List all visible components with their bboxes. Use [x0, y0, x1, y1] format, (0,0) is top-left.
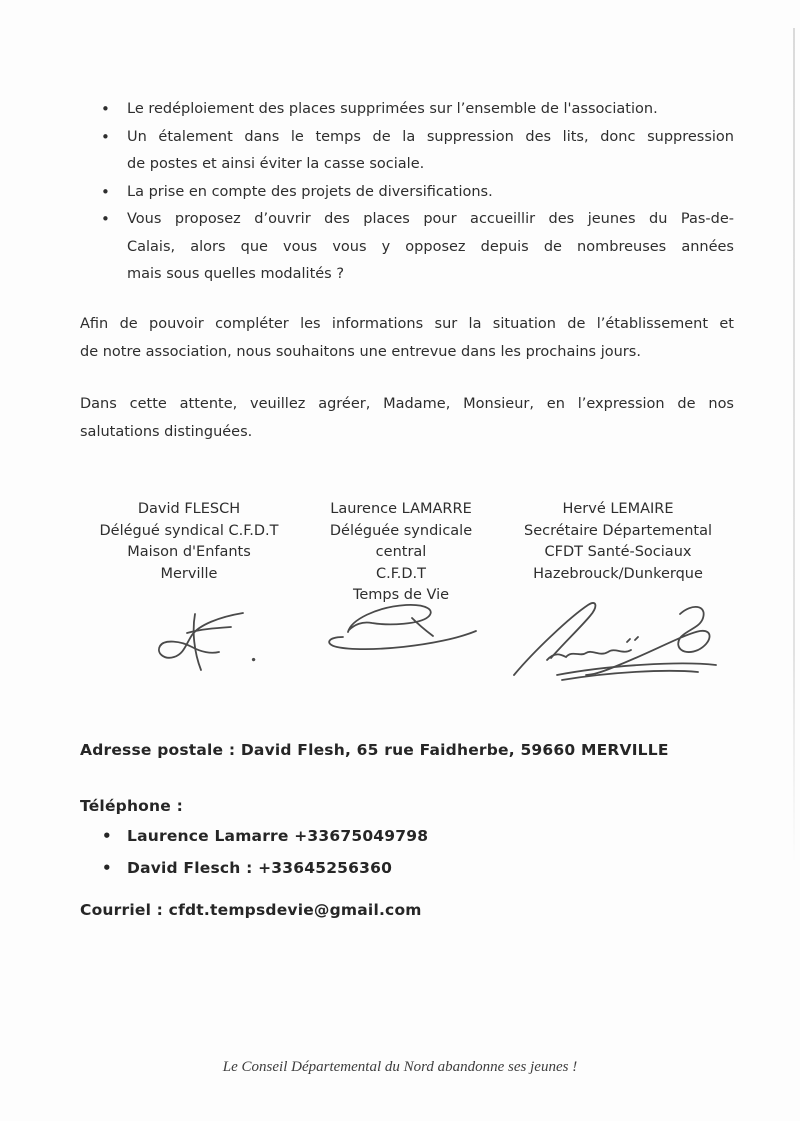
- signatory-role: Merville: [160, 565, 218, 582]
- signatory-david-flesch: [83, 499, 295, 585]
- text-line: • Le redéploiement des places supprimées sur l’ensemble de l'association.: [127, 101, 658, 117]
- phone-item: • David Flesch : +33645256360: [80, 859, 392, 877]
- postal-address: Adresse postale : David Flesh, 65 rue Faidherbe, 59660 MERVILLE: [80, 741, 669, 759]
- text-line: Dans cette attente, veuillez agréer, Madame, Monsieur, en l’expression de nos: [80, 396, 734, 412]
- signatory-role: Temps de Vie: [352, 587, 450, 603]
- lemaire-handwritten-signature-icon: [500, 595, 740, 687]
- text-line: Calais, alors que vous vous y opposez depuis de nombreuses années: [127, 238, 734, 255]
- phone-heading: Téléphone :: [80, 797, 183, 815]
- footer-slogan: Le Conseil Départemental du Nord abandonne ses jeunes !: [222, 1059, 578, 1075]
- text-line: • Vous proposez d’ouvrir des places pour accueillir des jeunes du Pas-de-: [127, 211, 734, 227]
- text-line: salutations distinguées.: [80, 423, 253, 440]
- text-line: Afin de pouvoir compléter les informations sur la situation de l’établissement et: [80, 316, 734, 332]
- demands-bullet-list: [80, 96, 734, 289]
- signatory-herve-lemaire: [498, 499, 738, 585]
- text-line: de notre association, nous souhaitons une entrevue dans les prochains jours.: [80, 343, 641, 360]
- signatory-role: C.F.D.T: [376, 565, 426, 582]
- email-address: Courriel : cfdt.tempsdevie@gmail.com: [80, 901, 422, 919]
- signatory-role: Hazebrouck/Dunkerque: [533, 565, 703, 582]
- text-line: mais sous quelles modalités ?: [127, 266, 345, 282]
- text-line: de postes et ainsi éviter la casse sociale.: [127, 156, 425, 172]
- signatory-role: Délégué syndical C.F.D.T: [99, 522, 279, 539]
- signatory-name: Hervé LEMAIRE: [562, 501, 674, 517]
- signatory-role: CFDT Santé-Sociaux: [544, 544, 692, 560]
- signatory-name: Laurence LAMARRE: [330, 501, 472, 517]
- signatory-laurence-lamarre: [318, 499, 484, 607]
- signatory-role: Secrétaire Départemental: [523, 522, 712, 539]
- signatory-role: Maison d'Enfants: [127, 544, 251, 560]
- signatory-name: David FLESCH: [137, 501, 241, 517]
- paragraph-salutation: [80, 391, 734, 446]
- list-item: [80, 206, 734, 289]
- phone-item: • Laurence Lamarre +33675049798: [80, 827, 428, 845]
- signatories-block: [0, 499, 800, 609]
- text-line: • Un étalement dans le temps de la suppression des lits, donc suppression: [127, 128, 734, 145]
- list-item: [80, 124, 734, 179]
- signatory-role: central: [375, 544, 427, 560]
- paragraph-meeting-request: [80, 311, 734, 366]
- scan-edge-artifact: [793, 28, 795, 863]
- list-item: [80, 96, 734, 124]
- text-line: • La prise en compte des projets de diversifications.: [127, 183, 493, 200]
- list-item: [80, 179, 734, 207]
- signatory-role: Déléguée syndicale: [329, 522, 473, 539]
- lamarre-handwritten-signature-icon: [320, 596, 482, 656]
- flesch-handwritten-signature-icon: [143, 597, 270, 677]
